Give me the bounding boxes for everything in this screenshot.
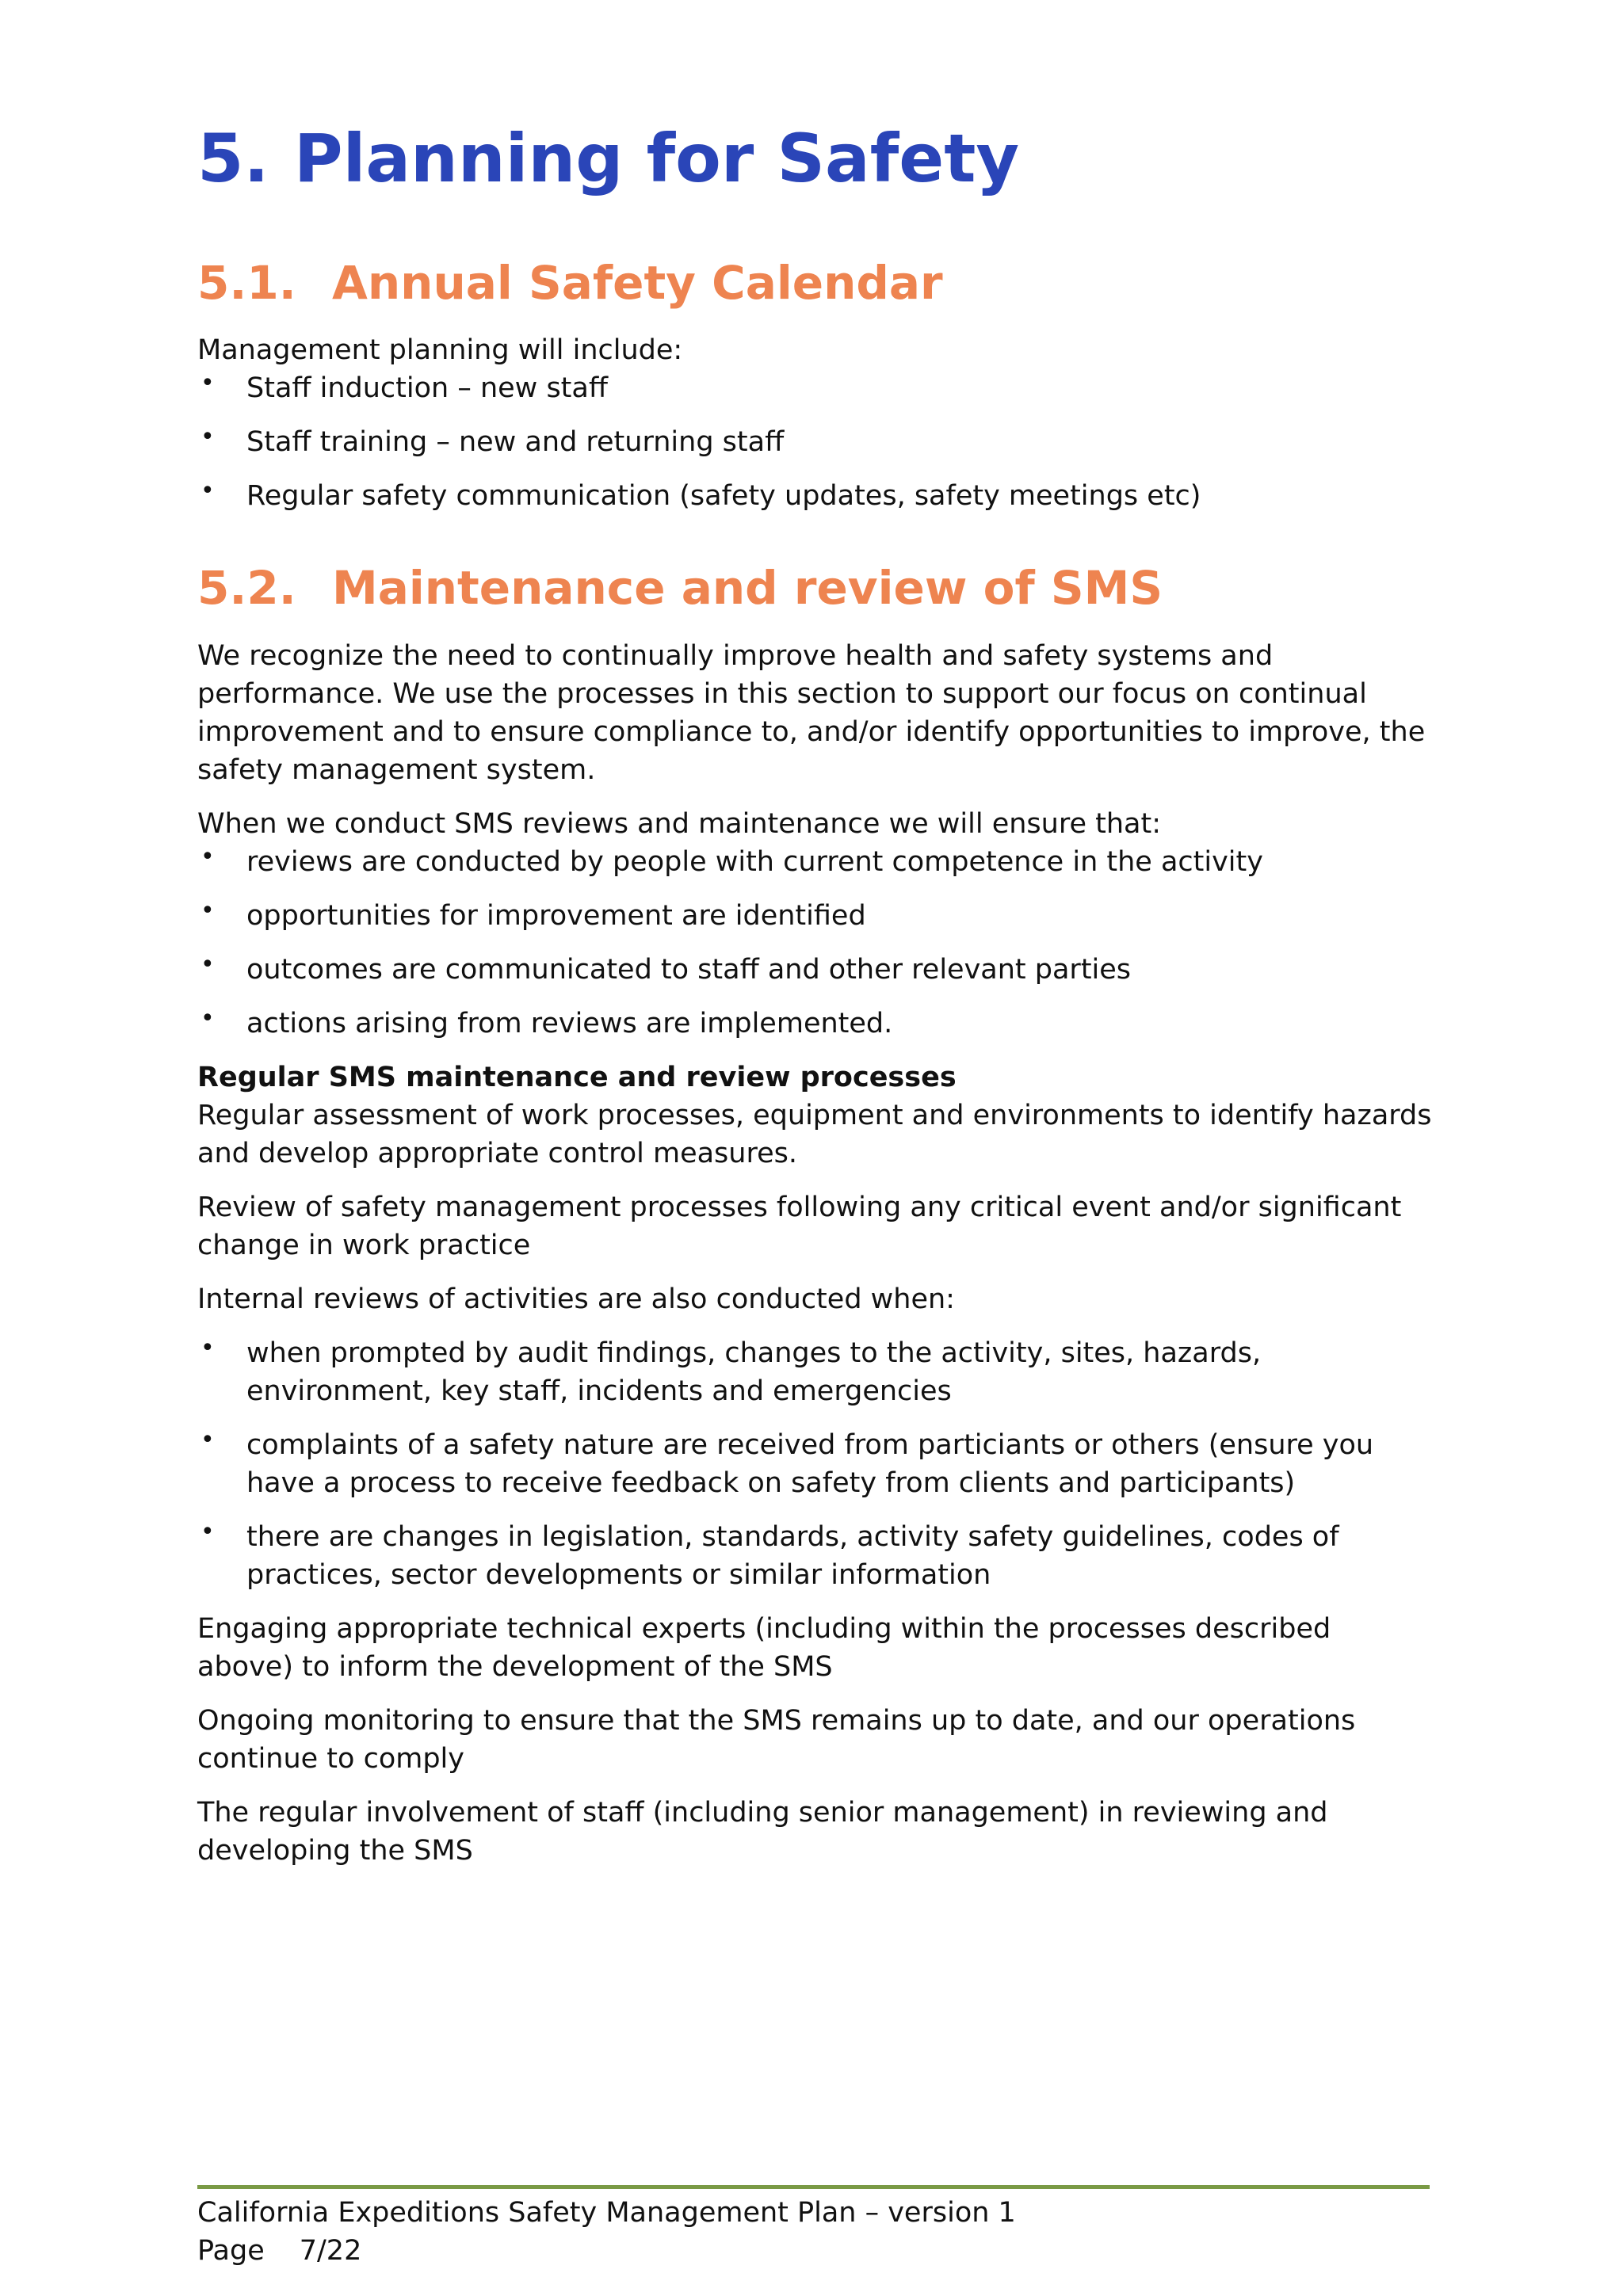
bullet-icon: • [200,896,215,925]
list-item: • there are changes in legislation, standards, activity safety guidelines, codes of practices, sector developments or similar information [197,1518,1434,1594]
paragraph: Review of safety management processes following any critical event and/or significant change in work practice [197,1191,1402,1261]
footer-divider [197,2185,1430,2189]
list-item: • actions arising from reviews are implemented. [197,1005,1434,1043]
section-1-bullet-list [197,369,1434,515]
subheading: Regular SMS maintenance and review processes [197,1061,957,1093]
paragraph: Engaging appropriate technical experts (including within the processes described above) to inform the development of the SMS [197,1612,1331,1683]
paragraph: When we conduct SMS reviews and maintenance we will ensure that: [197,807,1161,840]
chapter-title: Planning for Safety [294,120,1020,197]
bullet-icon: • [200,1425,215,1454]
section-title: Annual Safety Calendar [332,255,943,310]
footer-document-title: California Expeditions Safety Management Plan – version 1 [197,2197,1016,2229]
bullet-icon: • [200,1333,215,1362]
paragraph: Internal reviews of activities are also conducted when: [197,1283,955,1315]
section-1-intro: Management planning will include: [197,334,683,367]
bullet-icon: • [200,423,215,452]
list-item: • reviews are conducted by people with current competence in the activity [197,843,1434,881]
list-item: • complaints of a safety nature are received from particiants or others (ensure you have a process to receive feedback on safety from clients and participants) [197,1426,1434,1502]
bullet-icon: • [200,477,215,505]
bullet-icon: • [200,1517,215,1546]
paragraph: Ongoing monitoring to ensure that the SMS remains up to date, and our operations continue to comply [197,1704,1356,1775]
list-item: • Regular safety communication (safety updates, safety meetings etc) [197,477,1434,515]
page-footer [197,2185,1430,2270]
page-number: 7/22 [299,2235,362,2267]
paragraph: Regular assessment of work processes, equipment and environments to identify hazards and develop appropriate control measures. [197,1099,1432,1169]
paragraph: The regular involvement of staff (including senior management) in reviewing and developing the SMS [197,1796,1328,1867]
review-criteria-list [197,843,1434,1043]
section-title: Maintenance and review of SMS [332,561,1163,616]
list-item: • Staff induction – new staff [197,369,1434,407]
section-heading-annual-safety-calendar [197,256,1434,311]
internal-review-triggers-list [197,1334,1434,1594]
section-number: 5.1. [197,255,296,310]
list-item: • when prompted by audit findings, changes to the activity, sites, hazards, environment, key staff, incidents and emergencies [197,1334,1434,1410]
chapter-heading [197,119,1434,199]
section-number: 5.2. [197,561,296,616]
paragraph: We recognize the need to continually improve health and safety systems and performance. We use the processes in this section to support our focus on continual improvement and to ensure compliance to, and/or identify opportunities to improve, the safety management system. [197,639,1426,786]
page-label: Page [197,2235,265,2267]
footer-page-indicator [197,2232,1430,2270]
list-item: • opportunities for improvement are identified [197,897,1434,935]
bullet-icon: • [200,950,215,978]
bullet-icon: • [200,369,215,398]
bullet-icon: • [200,1004,215,1032]
list-item: • Staff training – new and returning staff [197,423,1434,461]
chapter-number: 5. [197,120,269,197]
section-heading-maintenance-review [197,561,1434,616]
page-content [197,119,1434,1886]
list-item: • outcomes are communicated to staff and other relevant parties [197,951,1434,989]
bullet-icon: • [200,842,215,871]
